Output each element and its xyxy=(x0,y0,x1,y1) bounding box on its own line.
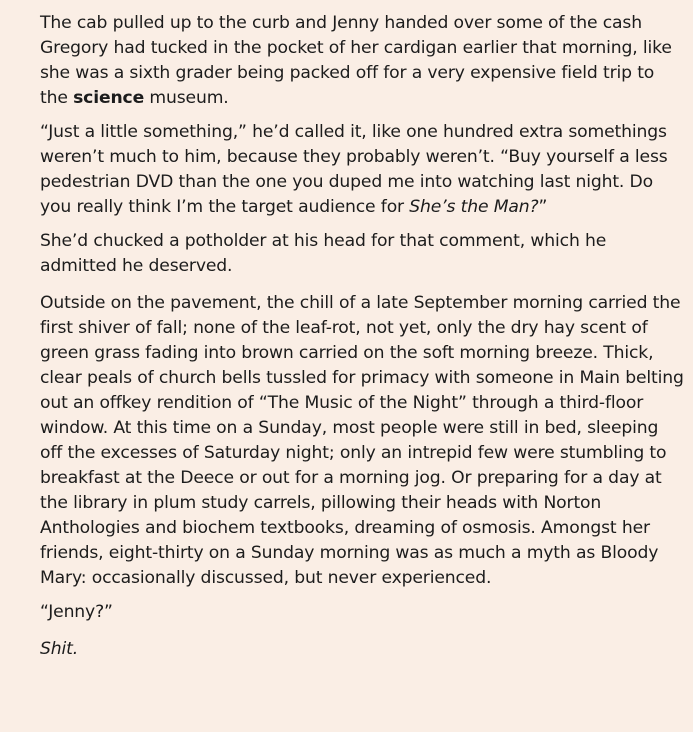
paragraph-pavement: Outside on the pavement, the chill of a late September morning carried the first shiver of fall; none of the leaf-rot, not yet, only the dry hay scent of green grass fading into brown carried on the soft morning breeze. Thick, clear peals of church bells tussled for primacy with someone in Main belting out an offkey rendition of “The Music of the Night” through a third-floor window. At this time on a Sunday, most people were still in bed, sleeping off the excesses of Saturday night; only an intrepid few were stumbling to breakfast at the Deece or out for a morning jog. Or preparing for a day at the library in plum study carrels, pillowing their heads with Norton Anthologies and biochem textbooks, dreaming of osmosis. Amongst her friends, eight-thirty on a Sunday morning was as much a myth as Bloody Mary: occasionally discussed, but never experienced. xyxy=(40,293,684,588)
paragraph-jenny-call: “Jenny?” xyxy=(40,602,113,622)
italic-title-shes-the-man: She’s the Man? xyxy=(409,197,539,217)
paragraph-potholder: She’d chucked a potholder at his head for that comment, which he admitted he deserved. xyxy=(40,231,607,276)
paragraph-cab-arrival xyxy=(40,11,685,111)
paragraph-text: ” xyxy=(538,197,548,217)
paragraph-text: museum. xyxy=(144,88,229,108)
paragraph-little-something xyxy=(40,120,685,220)
paragraph-shit xyxy=(40,637,685,662)
paragraph-text: “Just a little something,” he’d called it, like one hundred extra somethings weren’t much to him, because they probably weren’t. “Buy yourself a less pedestrian DVD than the one you duped me into watching last night. Do you really think I’m the target audience for xyxy=(40,122,668,217)
paragraph-text: The cab pulled up to the curb and Jenny handed over some of the cash Gregory had tucked in the pocket of her cardigan earlier that morning, like she was a sixth grader being packed off for a very expensive field trip to the xyxy=(40,13,672,108)
bold-word-science: science xyxy=(73,88,145,108)
italic-exclamation: Shit. xyxy=(40,639,79,659)
